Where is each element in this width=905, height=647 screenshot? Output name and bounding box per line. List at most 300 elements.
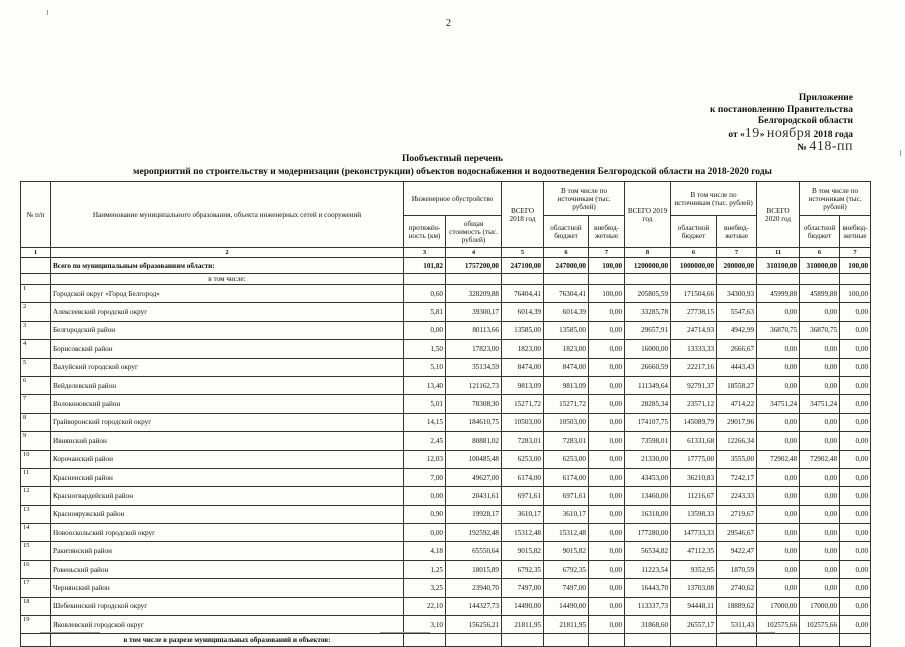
table-row xyxy=(21,395,871,413)
value-cell: 0,00 xyxy=(589,579,625,597)
column-number: 7 xyxy=(840,248,871,258)
row-index: 6 xyxy=(21,376,51,394)
value-cell: 18558,27 xyxy=(717,376,757,394)
value-cell: 29546,67 xyxy=(717,524,757,542)
value-cell: 2,45 xyxy=(404,432,446,450)
value-cell: 0,00 xyxy=(757,579,800,597)
table-row xyxy=(21,505,871,523)
row-index: 7 xyxy=(21,395,51,413)
column-number: 4 xyxy=(446,248,502,258)
value-cell: 0,00 xyxy=(589,560,625,578)
value-cell: 33285,78 xyxy=(625,303,671,321)
value-cell: 10503,00 xyxy=(502,413,544,431)
value-cell: 0,00 xyxy=(840,468,871,486)
column-number: 11 xyxy=(757,248,800,258)
including-row xyxy=(21,274,871,285)
row-index: 19 xyxy=(21,616,51,634)
value-cell: 0,00 xyxy=(800,505,840,523)
value-cell: 6253,00 xyxy=(544,450,589,468)
value-cell: 8474,00 xyxy=(502,358,544,376)
total-index-cell xyxy=(21,258,51,274)
value-cell: 5311,43 xyxy=(717,616,757,634)
scan-mark xyxy=(40,632,100,633)
column-number: 6 xyxy=(800,248,840,258)
value-cell: 80113,66 xyxy=(446,321,502,339)
value-cell: 9352,95 xyxy=(671,560,717,578)
value-cell: 36870,75 xyxy=(800,321,840,339)
value-cell: 1,50 xyxy=(404,340,446,358)
date-day: 19 xyxy=(744,125,760,141)
value-cell: 22,10 xyxy=(404,597,446,615)
value-cell: 12266,34 xyxy=(717,432,757,450)
total-value: 100,00 xyxy=(589,258,625,274)
value-cell: 17000,00 xyxy=(800,597,840,615)
objects-table xyxy=(20,181,871,647)
value-cell: 0,00 xyxy=(589,303,625,321)
value-cell: 6971,61 xyxy=(544,487,589,505)
total-label: Всего по муниципальным образованиям области: xyxy=(51,258,404,274)
value-cell: 121162,73 xyxy=(446,376,502,394)
date-mid: » xyxy=(759,129,767,140)
value-cell: 0,00 xyxy=(589,450,625,468)
value-cell: 0,00 xyxy=(840,376,871,394)
value-cell: 6253,00 xyxy=(502,450,544,468)
value-cell: 174107,75 xyxy=(625,413,671,431)
municipality-name: Краснояружский район xyxy=(51,505,404,523)
table-row xyxy=(21,303,871,321)
table-row xyxy=(21,376,871,394)
scan-mark xyxy=(47,10,48,15)
value-cell: 4,18 xyxy=(404,542,446,560)
value-cell: 7497,00 xyxy=(502,579,544,597)
header-row-1 xyxy=(21,182,871,216)
value-cell: 17823,00 xyxy=(446,340,502,358)
municipality-name: Алексеевский городской округ xyxy=(51,303,404,321)
value-cell: 0,00 xyxy=(404,487,446,505)
value-cell: 2243,33 xyxy=(717,487,757,505)
value-cell: 15312,48 xyxy=(544,524,589,542)
value-cell: 1823,00 xyxy=(544,340,589,358)
total-value: 1000000,00 xyxy=(671,258,717,274)
col-extra-2020-header: внебюд-жетные xyxy=(840,216,871,248)
value-cell: 0,00 xyxy=(589,432,625,450)
footer-label: в том числе в разрезе муниципальных образований и объектов: xyxy=(51,634,404,647)
value-cell: 7283,01 xyxy=(502,432,544,450)
total-value: 101,82 xyxy=(404,258,446,274)
value-cell: 21330,00 xyxy=(625,450,671,468)
value-cell: 13585,00 xyxy=(502,321,544,339)
value-cell: 13703,08 xyxy=(671,579,717,597)
column-number: 1 xyxy=(21,248,51,258)
col-regional-2020-header: областной бюджет xyxy=(800,216,840,248)
total-value: 200000,00 xyxy=(717,258,757,274)
value-cell: 0,00 xyxy=(840,487,871,505)
number-prefix: № xyxy=(797,143,810,153)
value-cell: 0,00 xyxy=(589,597,625,615)
value-cell: 0,00 xyxy=(757,303,800,321)
value-cell: 0,00 xyxy=(589,395,625,413)
total-value: 1200000,00 xyxy=(625,258,671,274)
value-cell: 0,00 xyxy=(757,487,800,505)
value-cell: 24714,93 xyxy=(671,321,717,339)
value-cell: 61331,68 xyxy=(671,432,717,450)
column-number: 6 xyxy=(671,248,717,258)
value-cell: 6014,39 xyxy=(544,303,589,321)
column-number-row xyxy=(21,248,871,258)
value-cell: 7497,00 xyxy=(544,579,589,597)
value-cell: 0,00 xyxy=(840,321,871,339)
value-cell: 21811,95 xyxy=(502,616,544,634)
value-cell: 9015,82 xyxy=(502,542,544,560)
municipality-name: Грайворонский городской округ xyxy=(51,413,404,431)
value-cell: 113337,73 xyxy=(625,597,671,615)
value-cell: 0,00 xyxy=(404,321,446,339)
value-cell: 9015,82 xyxy=(544,542,589,560)
value-cell: 16443,70 xyxy=(625,579,671,597)
value-cell: 2719,67 xyxy=(717,505,757,523)
row-index: 4 xyxy=(21,340,51,358)
date-prefix: от « xyxy=(728,129,745,140)
row-index: 5 xyxy=(21,358,51,376)
row-index: 9 xyxy=(21,432,51,450)
value-cell: 29657,91 xyxy=(625,321,671,339)
value-cell: 0,00 xyxy=(757,340,800,358)
value-cell: 6174,00 xyxy=(502,468,544,486)
value-cell: 0,00 xyxy=(840,450,871,468)
value-cell: 0,00 xyxy=(800,468,840,486)
value-cell: 31868,60 xyxy=(625,616,671,634)
column-number: 7 xyxy=(717,248,757,258)
value-cell: 0,00 xyxy=(589,468,625,486)
column-number: 6 xyxy=(544,248,589,258)
appendix-line-3: Белгородской области xyxy=(757,116,853,126)
value-cell: 34751,24 xyxy=(757,395,800,413)
value-cell: 7,00 xyxy=(404,468,446,486)
table-row xyxy=(21,321,871,339)
value-cell: 111349,64 xyxy=(625,376,671,394)
value-cell: 35134,59 xyxy=(446,358,502,376)
col-regional-2018-header: областной бюджет xyxy=(544,216,589,248)
value-cell: 17000,00 xyxy=(757,597,800,615)
municipality-name: Ракитянский район xyxy=(51,542,404,560)
value-cell: 34751,24 xyxy=(800,395,840,413)
value-cell: 22217,16 xyxy=(671,358,717,376)
value-cell: 13460,00 xyxy=(625,487,671,505)
value-cell: 14490,00 xyxy=(544,597,589,615)
value-cell: 6014,39 xyxy=(502,303,544,321)
scan-mark xyxy=(380,632,430,633)
value-cell: 0,00 xyxy=(589,340,625,358)
value-cell: 147733,33 xyxy=(671,524,717,542)
value-cell: 192592,48 xyxy=(446,524,502,542)
municipality-name: Яковлевский городской округ xyxy=(51,616,404,634)
value-cell: 14,15 xyxy=(404,413,446,431)
value-cell: 0,00 xyxy=(840,616,871,634)
value-cell: 12,03 xyxy=(404,450,446,468)
value-cell: 13585,00 xyxy=(544,321,589,339)
column-number: 7 xyxy=(589,248,625,258)
total-value: 1757200,00 xyxy=(446,258,502,274)
value-cell: 28285,34 xyxy=(625,395,671,413)
value-cell: 92791,37 xyxy=(671,376,717,394)
value-cell: 76404,41 xyxy=(502,285,544,303)
value-cell: 7242,17 xyxy=(717,468,757,486)
value-cell: 0,00 xyxy=(800,376,840,394)
value-cell: 0,00 xyxy=(589,487,625,505)
value-cell: 0,00 xyxy=(589,505,625,523)
value-cell: 56534,82 xyxy=(625,542,671,560)
value-cell: 0,00 xyxy=(800,432,840,450)
value-cell: 0,00 xyxy=(840,413,871,431)
value-cell: 13,40 xyxy=(404,376,446,394)
value-cell: 36870,75 xyxy=(757,321,800,339)
value-cell: 78308,30 xyxy=(446,395,502,413)
value-cell: 0,90 xyxy=(404,505,446,523)
value-cell: 36210,83 xyxy=(671,468,717,486)
value-cell: 4942,99 xyxy=(717,321,757,339)
col-extra-2018-header: внебюд-жетные xyxy=(589,216,625,248)
table-row xyxy=(21,432,871,450)
value-cell: 0,00 xyxy=(757,358,800,376)
value-cell: 0,00 xyxy=(840,524,871,542)
value-cell: 328209,88 xyxy=(446,285,502,303)
date-month: ноября xyxy=(766,125,812,141)
col-total-2019-header: ВСЕГО 2019 год xyxy=(625,182,671,248)
row-index: 18 xyxy=(21,597,51,615)
value-cell: 0,00 xyxy=(800,560,840,578)
value-cell: 16000,00 xyxy=(625,340,671,358)
col-extra-2019-header: внебюд-жетные xyxy=(717,216,757,248)
municipality-name: Корочанский район xyxy=(51,450,404,468)
value-cell: 11216,67 xyxy=(671,487,717,505)
value-cell: 0,60 xyxy=(404,285,446,303)
municipality-name: Новооскольский городской округ xyxy=(51,524,404,542)
value-cell: 100485,48 xyxy=(446,450,502,468)
row-index: 11 xyxy=(21,468,51,486)
value-cell: 0,00 xyxy=(800,303,840,321)
value-cell: 1870,59 xyxy=(717,560,757,578)
including-label: в том числе: xyxy=(51,274,404,285)
value-cell: 0,00 xyxy=(589,524,625,542)
col-total-2018-header: ВСЕГО 2018 год xyxy=(502,182,544,248)
value-cell: 0,00 xyxy=(800,487,840,505)
value-cell: 0,00 xyxy=(800,524,840,542)
column-number: 2 xyxy=(51,248,404,258)
table-row xyxy=(21,358,871,376)
value-cell: 23940,70 xyxy=(446,579,502,597)
value-cell: 205805,59 xyxy=(625,285,671,303)
total-value: 247100,00 xyxy=(502,258,544,274)
value-cell: 20431,61 xyxy=(446,487,502,505)
municipality-name: Красненский район xyxy=(51,468,404,486)
col-cost-header: общая стоимость (тыс. рублей) xyxy=(446,216,502,248)
total-value: 310100,00 xyxy=(757,258,800,274)
value-cell: 21811,95 xyxy=(544,616,589,634)
scan-mark xyxy=(900,150,901,156)
value-cell: 9813,09 xyxy=(544,376,589,394)
value-cell: 0,00 xyxy=(757,542,800,560)
row-index: 1 xyxy=(21,285,51,303)
value-cell: 5,01 xyxy=(404,395,446,413)
col-length-header: протяжён-ность (км) xyxy=(404,216,446,248)
value-cell: 2666,67 xyxy=(717,340,757,358)
document-subtitle: мероприятий по строительству и модернизации (реконструкции) объектов водоснабжения и водоотведения Белгородской области на 2018-2020 годы xyxy=(133,167,772,177)
table-row xyxy=(21,285,871,303)
value-cell: 47112,35 xyxy=(671,542,717,560)
value-cell: 171504,66 xyxy=(671,285,717,303)
value-cell: 0,00 xyxy=(589,413,625,431)
value-cell: 0,00 xyxy=(589,358,625,376)
value-cell: 156256,21 xyxy=(446,616,502,634)
value-cell: 0,00 xyxy=(757,468,800,486)
row-index: 2 xyxy=(21,303,51,321)
value-cell: 0,00 xyxy=(589,616,625,634)
value-cell: 72902,48 xyxy=(800,450,840,468)
value-cell: 0,00 xyxy=(589,321,625,339)
value-cell: 15312,48 xyxy=(502,524,544,542)
value-cell: 0,00 xyxy=(840,340,871,358)
value-cell: 80881,02 xyxy=(446,432,502,450)
value-cell: 7283,01 xyxy=(544,432,589,450)
value-cell: 6792,35 xyxy=(502,560,544,578)
col-num-header: № п/п xyxy=(21,182,51,248)
appendix-line-2: к постановлению Правительства xyxy=(710,104,853,115)
value-cell: 17775,00 xyxy=(671,450,717,468)
value-cell: 13598,33 xyxy=(671,505,717,523)
municipality-name: Вейделевский район xyxy=(51,376,404,394)
value-cell: 3610,17 xyxy=(502,505,544,523)
appendix-line-1: Приложение xyxy=(798,93,853,103)
total-value: 100,00 xyxy=(840,258,871,274)
document-title: Пообъектный перечень xyxy=(401,154,504,164)
value-cell: 184610,75 xyxy=(446,413,502,431)
col-sources-2020-header: В том числе по источникам (тыс. рублей) xyxy=(800,182,871,216)
value-cell: 0,00 xyxy=(757,376,800,394)
value-cell: 0,00 xyxy=(757,432,800,450)
table-row xyxy=(21,579,871,597)
value-cell: 5547,63 xyxy=(717,303,757,321)
value-cell: 34300,93 xyxy=(717,285,757,303)
scan-mark xyxy=(720,632,775,633)
municipality-name: Ровеньский район xyxy=(51,560,404,578)
value-cell: 0,00 xyxy=(757,505,800,523)
municipality-name: Валуйский городской округ xyxy=(51,358,404,376)
value-cell: 4443,43 xyxy=(717,358,757,376)
municipality-name: Волоконовский район xyxy=(51,395,404,413)
value-cell: 102575,66 xyxy=(757,616,800,634)
row-index: 10 xyxy=(21,450,51,468)
municipality-name: Городской округ «Город Белгород» xyxy=(51,285,404,303)
value-cell: 0,00 xyxy=(840,505,871,523)
value-cell: 3,25 xyxy=(404,579,446,597)
value-cell: 14490,00 xyxy=(502,597,544,615)
col-sources-2018-header: В том числе по источникам (тыс. рублей) xyxy=(544,182,625,216)
value-cell: 0,00 xyxy=(800,340,840,358)
value-cell: 0,00 xyxy=(800,579,840,597)
value-cell: 0,00 xyxy=(840,560,871,578)
table-row xyxy=(21,413,871,431)
value-cell: 43453,00 xyxy=(625,468,671,486)
municipality-name: Шебекинский городской округ xyxy=(51,597,404,615)
value-cell: 23571,12 xyxy=(671,395,717,413)
row-index: 17 xyxy=(21,579,51,597)
footer-index-cell xyxy=(21,634,51,647)
row-index: 3 xyxy=(21,321,51,339)
value-cell: 16318,00 xyxy=(625,505,671,523)
value-cell: 0,00 xyxy=(840,395,871,413)
appendix-number xyxy=(593,141,853,155)
table-row xyxy=(21,468,871,486)
value-cell: 94448,11 xyxy=(671,597,717,615)
col-regional-2019-header: областной бюджет xyxy=(671,216,717,248)
col-name-header: Наименование муниципального образования, объекта инженерных сетей и сооружений xyxy=(51,182,404,248)
row-index: 8 xyxy=(21,413,51,431)
value-cell: 3610,17 xyxy=(544,505,589,523)
table-row xyxy=(21,560,871,578)
date-year: 2018 года xyxy=(813,129,853,140)
value-cell: 65550,64 xyxy=(446,542,502,560)
value-cell: 45999,88 xyxy=(757,285,800,303)
value-cell: 73598,01 xyxy=(625,432,671,450)
value-cell: 0,00 xyxy=(800,413,840,431)
value-cell: 6971,61 xyxy=(502,487,544,505)
column-number: 5 xyxy=(502,248,544,258)
value-cell: 102575,66 xyxy=(800,616,840,634)
value-cell: 72902,48 xyxy=(757,450,800,468)
municipality-name: Борисовский район xyxy=(51,340,404,358)
value-cell: 26660,59 xyxy=(625,358,671,376)
value-cell: 0,00 xyxy=(589,376,625,394)
value-cell: 9422,47 xyxy=(717,542,757,560)
total-row xyxy=(21,258,871,274)
row-index: 15 xyxy=(21,542,51,560)
value-cell: 0,00 xyxy=(757,413,800,431)
municipality-name: Ивнянский район xyxy=(51,432,404,450)
value-cell: 3,10 xyxy=(404,616,446,634)
column-number: 3 xyxy=(404,248,446,258)
value-cell: 15271,72 xyxy=(502,395,544,413)
resolution-number: 418-пп xyxy=(809,139,853,154)
value-cell: 18015,89 xyxy=(446,560,502,578)
value-cell: 0,00 xyxy=(840,303,871,321)
value-cell: 0,00 xyxy=(589,542,625,560)
value-cell: 0,00 xyxy=(757,524,800,542)
row-index: 16 xyxy=(21,560,51,578)
value-cell: 76304,41 xyxy=(544,285,589,303)
col-total-2020-header: ВСЕГО 2020 год xyxy=(757,182,800,248)
value-cell: 13333,33 xyxy=(671,340,717,358)
table-row xyxy=(21,487,871,505)
page-number: 2 xyxy=(446,18,451,29)
value-cell: 144327,73 xyxy=(446,597,502,615)
value-cell: 3555,00 xyxy=(717,450,757,468)
including-index-cell xyxy=(21,274,51,285)
table-row xyxy=(21,542,871,560)
total-value: 247000,00 xyxy=(544,258,589,274)
table-row xyxy=(21,524,871,542)
value-cell: 8474,00 xyxy=(544,358,589,376)
value-cell: 0,00 xyxy=(840,542,871,560)
value-cell: 19928,17 xyxy=(446,505,502,523)
table-row xyxy=(21,597,871,615)
value-cell: 2740,62 xyxy=(717,579,757,597)
table-row xyxy=(21,450,871,468)
appendix-header xyxy=(593,93,853,155)
value-cell: 0,00 xyxy=(800,542,840,560)
footer-row xyxy=(21,634,871,647)
value-cell: 100,00 xyxy=(840,285,871,303)
table-row xyxy=(21,340,871,358)
